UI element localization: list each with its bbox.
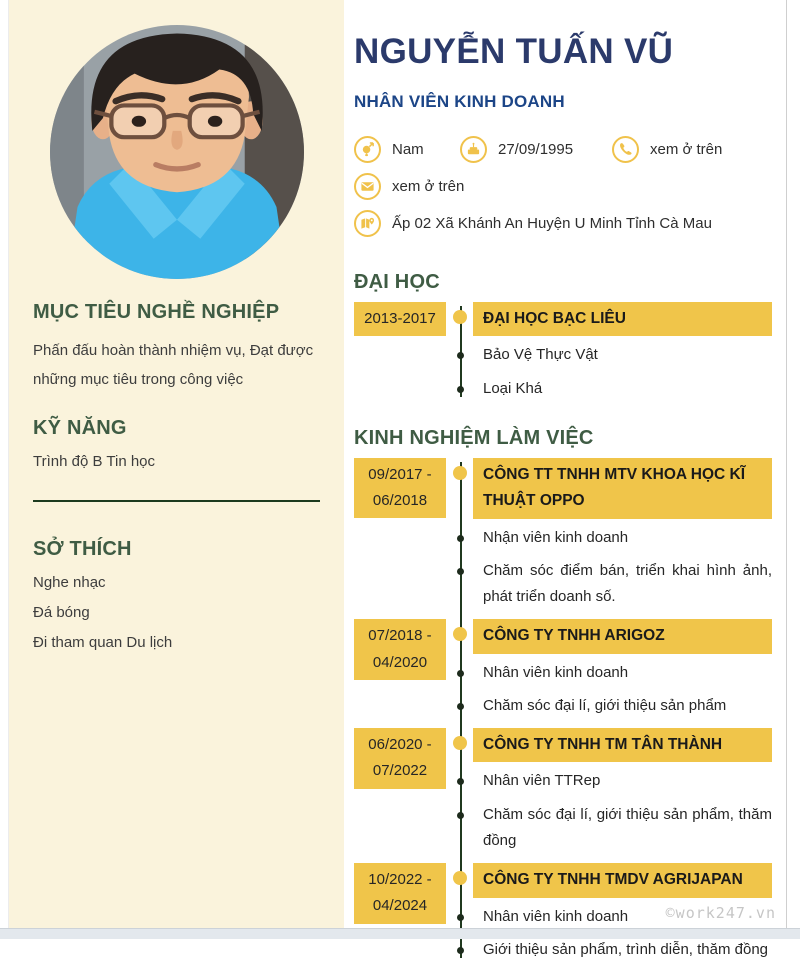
gender-icon bbox=[354, 136, 381, 163]
contact-birthday bbox=[460, 136, 612, 163]
entry-organization: ĐẠI HỌC BẠC LIÊU bbox=[473, 302, 772, 336]
entry-detail: Chăm sóc đại lí, giới thiệu sản phẩm bbox=[473, 692, 772, 720]
entry-period: 09/2017 - 06/2018 bbox=[354, 458, 446, 519]
cv-page bbox=[8, 0, 787, 958]
contact-address bbox=[354, 210, 712, 237]
entry-detail: Bảo Vệ Thực Vật bbox=[473, 341, 772, 369]
education-section bbox=[354, 271, 772, 403]
entry-details bbox=[473, 767, 772, 855]
entry-organization: CÔNG TT TNHH MTV KHOA HỌC KĨ THUẬT OPPO bbox=[473, 458, 772, 519]
contact-gender bbox=[354, 136, 460, 163]
entry-detail: Nhân viên kinh doanh bbox=[473, 659, 772, 687]
objective-text: Phấn đấu hoàn thành nhiệm vụ, Đạt được những mục tiêu trong công việc bbox=[33, 342, 314, 389]
entry-organization: CÔNG TY TNHH TM TÂN THÀNH bbox=[473, 728, 772, 762]
education-heading: ĐẠI HỌC bbox=[354, 271, 440, 293]
entry-period: 10/2022 - 04/2024 bbox=[354, 863, 446, 924]
entry-details bbox=[473, 524, 772, 612]
education-entry bbox=[354, 302, 772, 403]
contact-phone bbox=[612, 136, 722, 163]
bottom-bar bbox=[0, 928, 800, 939]
objective-heading: MỤC TIÊU NGHỀ NGHIỆP bbox=[33, 301, 280, 323]
entry-detail: Chăm sóc điểm bán, triển khai hình ảnh, phát triển doanh số. bbox=[473, 557, 772, 612]
experience-entry bbox=[354, 619, 772, 720]
experience-heading: KINH NGHIỆM LÀM VIỆC bbox=[354, 426, 594, 449]
profile-photo bbox=[50, 25, 304, 279]
entry-body bbox=[473, 302, 772, 403]
job-title: NHÂN VIÊN KINH DOANH bbox=[354, 92, 565, 111]
experience-timeline bbox=[354, 458, 772, 964]
skills-list bbox=[33, 453, 320, 470]
entry-details bbox=[473, 659, 772, 721]
address-value: Ấp 02 Xã Khánh An Huyện U Minh Tỉnh Cà Mau bbox=[392, 215, 712, 232]
entry-detail: Giới thiệu sản phẩm, trình diễn, thăm đồng bbox=[473, 936, 772, 964]
gender-value: Nam bbox=[392, 141, 424, 158]
hobbies-heading: SỞ THÍCH bbox=[33, 537, 132, 560]
entry-period: 2013-2017 bbox=[354, 302, 446, 336]
watermark: ©work247.vn bbox=[665, 904, 776, 922]
avatar-illustration bbox=[50, 25, 304, 279]
main-column bbox=[344, 0, 786, 958]
contact-email bbox=[354, 173, 464, 200]
entry-detail: Nhân viên kinh doanh bbox=[473, 903, 772, 931]
education-timeline bbox=[354, 302, 772, 403]
entry-detail: Nhân viên TTRep bbox=[473, 767, 772, 795]
entry-detail: Loại Khá bbox=[473, 375, 772, 403]
contact-info bbox=[354, 136, 772, 237]
birthday-value: 27/09/1995 bbox=[498, 141, 574, 158]
phone-value: xem ở trên bbox=[650, 141, 723, 158]
email-value: xem ở trên bbox=[392, 178, 465, 195]
experience-section bbox=[354, 427, 772, 964]
entry-period: 06/2020 - 07/2022 bbox=[354, 728, 446, 789]
hobby-item: Nghe nhạc bbox=[33, 573, 106, 591]
experience-entry bbox=[354, 458, 772, 611]
entry-detail: Nhận viên kinh doanh bbox=[473, 524, 772, 552]
hobby-item: Đi tham quan Du lịch bbox=[33, 633, 173, 651]
skill-item: Trình độ B Tin học bbox=[33, 452, 156, 470]
entry-detail: Chăm sóc đại lí, giới thiệu sản phẩm, thăm đồng bbox=[473, 801, 772, 856]
entry-organization: CÔNG TY TNHH TMDV AGRIJAPAN bbox=[473, 863, 772, 897]
entry-period: 07/2018 - 04/2020 bbox=[354, 619, 446, 680]
entry-body bbox=[473, 619, 772, 720]
sidebar bbox=[9, 0, 344, 928]
entry-organization: CÔNG TY TNHH ARIGOZ bbox=[473, 619, 772, 653]
sidebar-divider bbox=[33, 500, 320, 502]
entry-body bbox=[473, 458, 772, 611]
hobby-item: Đá bóng bbox=[33, 603, 90, 621]
email-icon bbox=[354, 173, 381, 200]
hobbies-list bbox=[33, 574, 320, 651]
skills-heading: KỸ NĂNG bbox=[33, 416, 127, 439]
entry-details bbox=[473, 341, 772, 403]
phone-icon bbox=[612, 136, 639, 163]
birthday-cake-icon bbox=[460, 136, 487, 163]
entry-body bbox=[473, 728, 772, 855]
experience-entry bbox=[354, 728, 772, 855]
person-name: NGUYỄN TUẤN VŨ bbox=[354, 32, 674, 71]
map-location-icon bbox=[354, 210, 381, 237]
